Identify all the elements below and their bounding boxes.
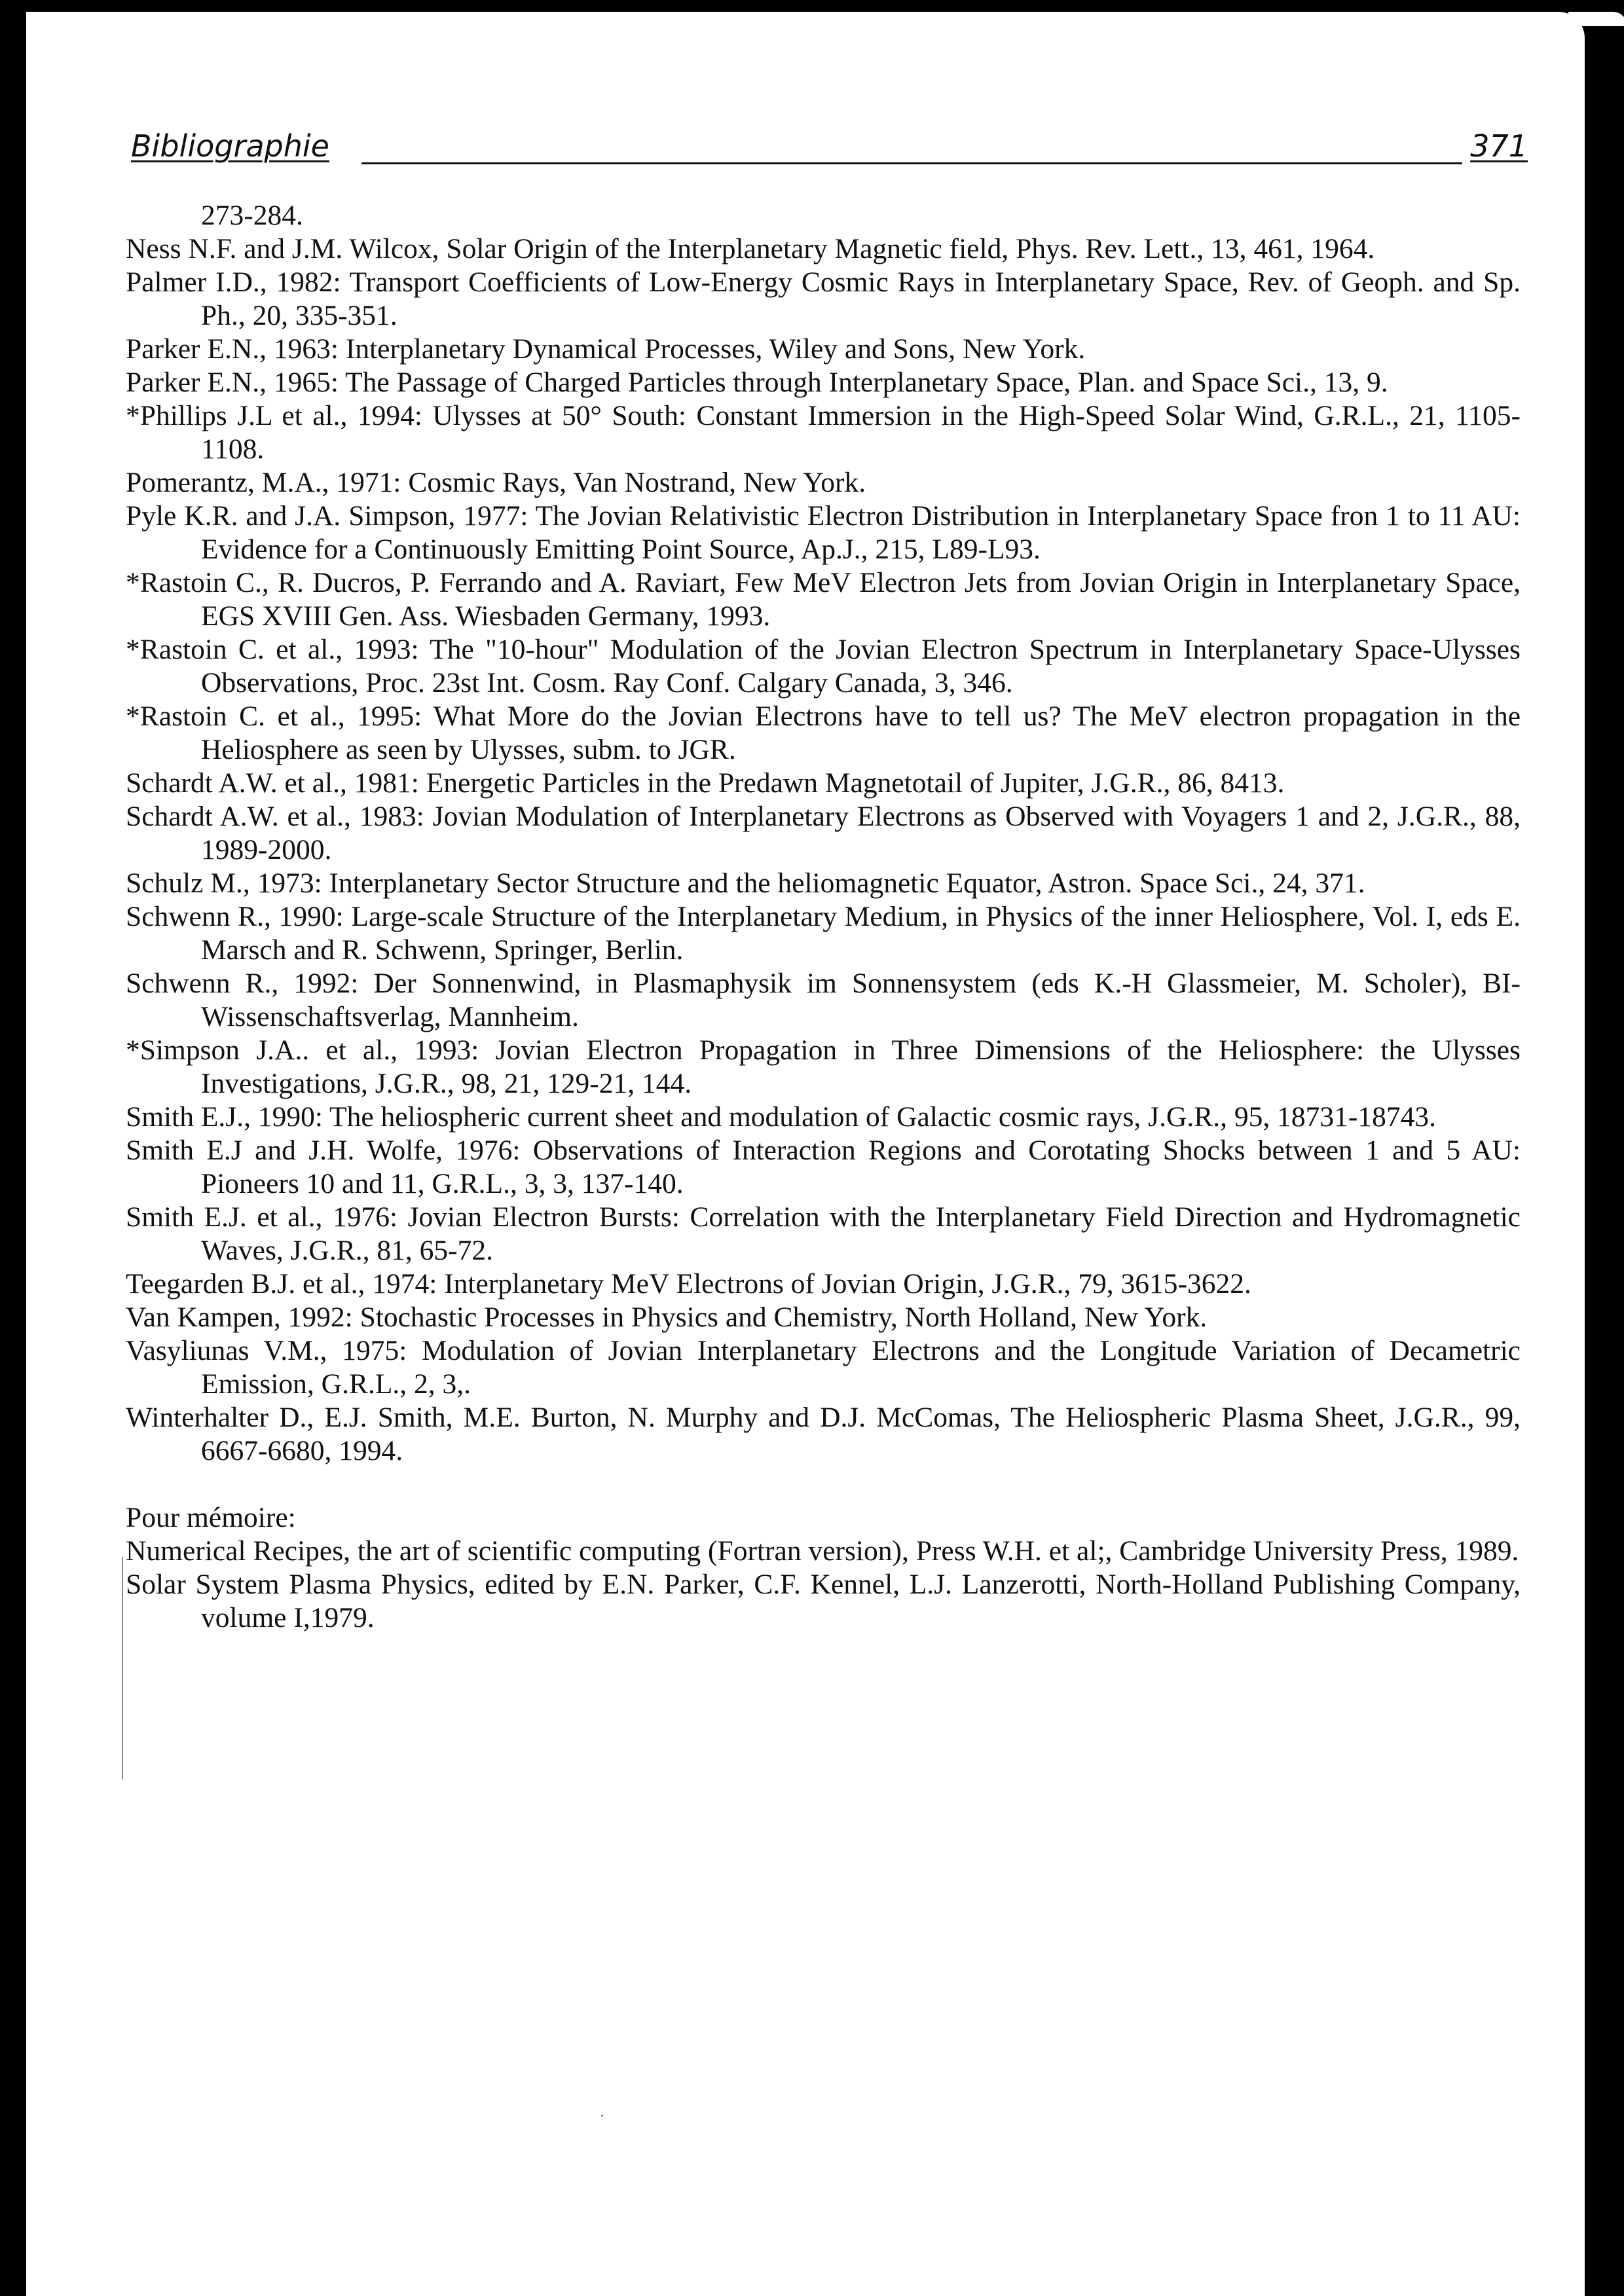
page-corner <box>1568 12 1624 26</box>
memo-entry: Solar System Plasma Physics, edited by E.N. Parker, C.F. Kennel, L.J. Lanzerotti, North-Holland Publishing Company, volume I,1979. <box>126 1569 1521 1633</box>
bibliography-list <box>126 199 1521 1635</box>
section-gap <box>126 1468 1521 1501</box>
bib-entry: Van Kampen, 1992: Stochastic Processes in Physics and Chemistry, North Holland, New York. <box>126 1302 1208 1333</box>
bib-entry: Ness N.F. and J.M. Wilcox, Solar Origin of the Interplanetary Magnetic field, Phys. Rev. Lett., 13, 461, 1964. <box>126 233 1375 264</box>
running-header <box>131 128 1528 168</box>
bib-entry: Smith E.J and J.H. Wolfe, 1976: Observations of Interaction Regions and Corotating Shocks between 1 and 5 AU: Pioneers 10 and 11, G.R.L., 3, 3, 137-140. <box>126 1135 1521 1199</box>
bib-entry: Schwenn R., 1992: Der Sonnenwind, in Plasmaphysik im Sonnensystem (eds K.-H Glassmeier, M. Scholer), BI-Wissenschaftsverlag, Mannheim. <box>126 968 1521 1032</box>
bib-entry: *Rastoin C. et al., 1995: What More do the Jovian Electrons have to tell us? The MeV electron propagation in the Heliosphere as seen by Ulysses, subm. to JGR. <box>126 701 1521 765</box>
scan-speck <box>601 2115 603 2117</box>
memo-entry: Numerical Recipes, the art of scientific computing (Fortran version), Press W.H. et al;, Cambridge University Press, 1989. <box>126 1535 1519 1567</box>
bib-entry: Schulz M., 1973: Interplanetary Sector Structure and the heliomagnetic Equator, Astron. Space Sci., 24, 371. <box>126 867 1365 899</box>
document-page <box>26 12 1585 2296</box>
bib-entry: Pyle K.R. and J.A. Simpson, 1977: The Jovian Relativistic Electron Distribution in Interplanetary Space fron 1 to 11 AU: Evidence for a Continuously Emitting Point Source, Ap.J., 215, L89-L93. <box>126 500 1521 565</box>
bib-entry: Vasyliunas V.M., 1975: Modulation of Jovian Interplanetary Electrons and the Longitude Variation of Decametric Emission, G.R.L., 2, 3,. <box>126 1335 1521 1400</box>
bib-entry: Palmer I.D., 1982: Transport Coefficients of Low-Energy Cosmic Rays in Interplanetary Space, Rev. of Geoph. and Sp. Ph., 20, 335-351. <box>126 266 1521 331</box>
bib-entry: Smith E.J. et al., 1976: Jovian Electron Bursts: Correlation with the Interplanetary Field Direction and Hydromagnetic Waves, J.G.R., 81, 65-72. <box>126 1201 1521 1266</box>
bib-entry: Parker E.N., 1963: Interplanetary Dynamical Processes, Wiley and Sons, New York. <box>126 333 1086 365</box>
bib-entry: Pomerantz, M.A., 1971: Cosmic Rays, Van Nostrand, New York. <box>126 467 866 498</box>
bib-entry: *Phillips J.L et al., 1994: Ulysses at 50° South: Constant Immersion in the High-Speed Solar Wind, G.R.L., 21, 1105-1108. <box>126 400 1521 465</box>
bib-entry: Parker E.N., 1965: The Passage of Charged Particles through Interplanetary Space, Plan. and Space Sci., 13, 9. <box>126 367 1388 398</box>
header-title: Bibliographie <box>131 128 329 164</box>
bib-entry: *Simpson J.A.. et al., 1993: Jovian Electron Propagation in Three Dimensions of the Heliosphere: the Ulysses Investigations, J.G.R., 98, 21, 129-21, 144. <box>126 1034 1521 1099</box>
entry-continuation: 273-284. <box>201 200 303 231</box>
bib-entry: Schardt A.W. et al., 1981: Energetic Particles in the Predawn Magnetotail of Jupiter, J.G.R., 86, 8413. <box>126 767 1285 799</box>
bib-entry: Smith E.J., 1990: The heliospheric current sheet and modulation of Galactic cosmic rays, J.G.R., 95, 18731-18743. <box>126 1101 1437 1133</box>
bib-entry: Teegarden B.J. et al., 1974: Interplanetary MeV Electrons of Jovian Origin, J.G.R., 79, 3615-3622. <box>126 1268 1251 1300</box>
bib-entry: Schwenn R., 1990: Large-scale Structure of the Interplanetary Medium, in Physics of the inner Heliosphere, Vol. I, eds E. Marsch and R. Schwenn, Springer, Berlin. <box>126 901 1521 966</box>
memo-label: Pour mémoire: <box>126 1502 296 1533</box>
page-number: 371 <box>1470 128 1528 164</box>
bib-entry: Schardt A.W. et al., 1983: Jovian Modulation of Interplanetary Electrons as Observed with Voyagers 1 and 2, J.G.R., 88, 1989-2000. <box>126 801 1521 866</box>
bib-entry: *Rastoin C. et al., 1993: The "10-hour" Modulation of the Jovian Electron Spectrum in Interplanetary Space-Ulysses Observations, Proc. 23st Int. Cosm. Ray Conf. Calgary Canada, 3, 346. <box>126 634 1521 699</box>
bib-entry: *Rastoin C., R. Ducros, P. Ferrando and A. Raviart, Few MeV Electron Jets from Jovian Origin in Interplanetary Space, EGS XVIII Gen. Ass. Wiesbaden Germany, 1993. <box>126 567 1521 632</box>
header-rule <box>361 162 1462 164</box>
margin-mark <box>122 1557 123 1779</box>
bib-entry: Winterhalter D., E.J. Smith, M.E. Burton, N. Murphy and D.J. McComas, The Heliospheric Plasma Sheet, J.G.R., 99, 6667-6680, 1994. <box>126 1402 1521 1467</box>
